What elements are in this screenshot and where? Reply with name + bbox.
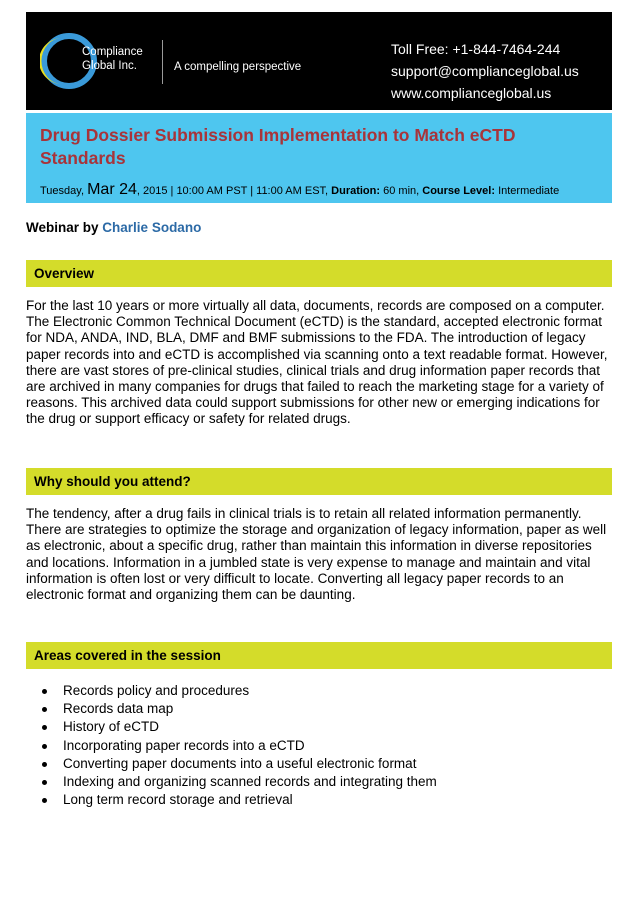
list-item-text: Incorporating paper records into a eCTD bbox=[63, 737, 305, 753]
webinar-schedule bbox=[40, 183, 610, 198]
website-link[interactable]: www.complianceglobal.us bbox=[391, 85, 552, 101]
why-attend-section-header bbox=[26, 468, 612, 495]
company-name-line2: Global Inc. bbox=[82, 60, 137, 72]
areas-covered-list bbox=[26, 682, 437, 809]
bullet-icon bbox=[42, 780, 47, 785]
webinar-byline bbox=[26, 220, 201, 235]
areas-covered-heading: Areas covered in the session bbox=[34, 648, 221, 663]
company-logo bbox=[40, 30, 170, 92]
list-item-text: History of eCTD bbox=[63, 719, 160, 735]
list-item-text: Records policy and procedures bbox=[63, 683, 250, 698]
course-level-value: Intermediate bbox=[498, 185, 560, 197]
duration-value: 60 min, bbox=[383, 185, 420, 197]
header-divider bbox=[162, 40, 163, 84]
list-item-text: Long term record storage and retrieval bbox=[63, 792, 293, 808]
contact-block bbox=[391, 38, 579, 104]
list-item-text: Converting paper documents into a useful electronic format bbox=[63, 755, 417, 771]
bullet-icon bbox=[42, 744, 47, 749]
overview-section-header bbox=[26, 260, 612, 287]
areas-covered-section-header bbox=[26, 642, 612, 669]
list-item bbox=[26, 755, 437, 773]
list-item bbox=[26, 700, 437, 718]
webinar-time: , 2015 | 10:00 AM PST | 11:00 AM EST, bbox=[136, 185, 329, 197]
toll-free-number: Toll Free: +1-844-7464-244 bbox=[391, 41, 561, 57]
bullet-icon bbox=[42, 798, 47, 803]
company-name bbox=[82, 45, 143, 73]
overview-text: For the last 10 years or more virtually all data, documents, records are composed on a computer. The Electronic Common Technical Document (eCTD) is the standard, accepted electronic format for NDA, ANDA, IND, BLA, DMF and BMF submissions to the FDA. The introduction of legacy paper records into and eCTD is accomplished via scanning onto a text readable format. However, there are vast stores of pre-clinical studies, clinical trials and drug information paper records that are archived in many companies for drugs that failed to reach the marketing stage for a variety of reasons. This archived data could support submissions for other new or emerging indications for the drug or support efficacy or safety for related drugs. bbox=[26, 298, 608, 427]
list-item bbox=[26, 773, 437, 791]
overview-heading: Overview bbox=[34, 266, 95, 281]
list-item bbox=[26, 791, 437, 809]
why-attend-heading: Why should you attend? bbox=[34, 474, 191, 489]
webinar-title: Drug Dossier Submission Implementation to Match eCTD Standards bbox=[40, 125, 516, 168]
bullet-icon bbox=[42, 689, 47, 694]
byline-prefix: Webinar by bbox=[26, 220, 99, 235]
list-item-text: Records data map bbox=[63, 701, 174, 717]
duration-label: Duration: bbox=[331, 185, 381, 197]
list-item-text: Indexing and organizing scanned records and integrating them bbox=[63, 774, 437, 790]
list-item bbox=[26, 737, 437, 755]
list-item bbox=[26, 682, 437, 700]
webinar-title-box bbox=[26, 113, 612, 203]
list-item bbox=[26, 718, 437, 736]
support-email[interactable]: support@complianceglobal.us bbox=[391, 63, 579, 79]
bullet-icon bbox=[42, 762, 47, 767]
company-name-line1: Compliance bbox=[82, 46, 143, 58]
why-attend-text: The tendency, after a drug fails in clinical trials is to retain all related information permanently. There are strategies to optimize the storage and organization of legacy information, paper as well as electronic, about a specific drug, rather than maintain this information in diverse repositories and locations. Information in a jumbled state is very expense to manage and maintain and vital information is often lost or very difficult to locate. Converting all legacy paper records to an electronic format and organizing them can be daunting. bbox=[26, 506, 607, 603]
webinar-day: Tuesday, bbox=[40, 185, 85, 197]
course-level-label: Course Level: bbox=[422, 185, 495, 197]
presenter-name[interactable]: Charlie Sodano bbox=[102, 220, 202, 235]
webinar-date: Mar 24 bbox=[87, 181, 137, 198]
header-banner bbox=[26, 12, 612, 110]
tagline: A compelling perspective bbox=[174, 61, 302, 73]
bullet-icon bbox=[42, 725, 47, 730]
bullet-icon bbox=[42, 707, 47, 712]
